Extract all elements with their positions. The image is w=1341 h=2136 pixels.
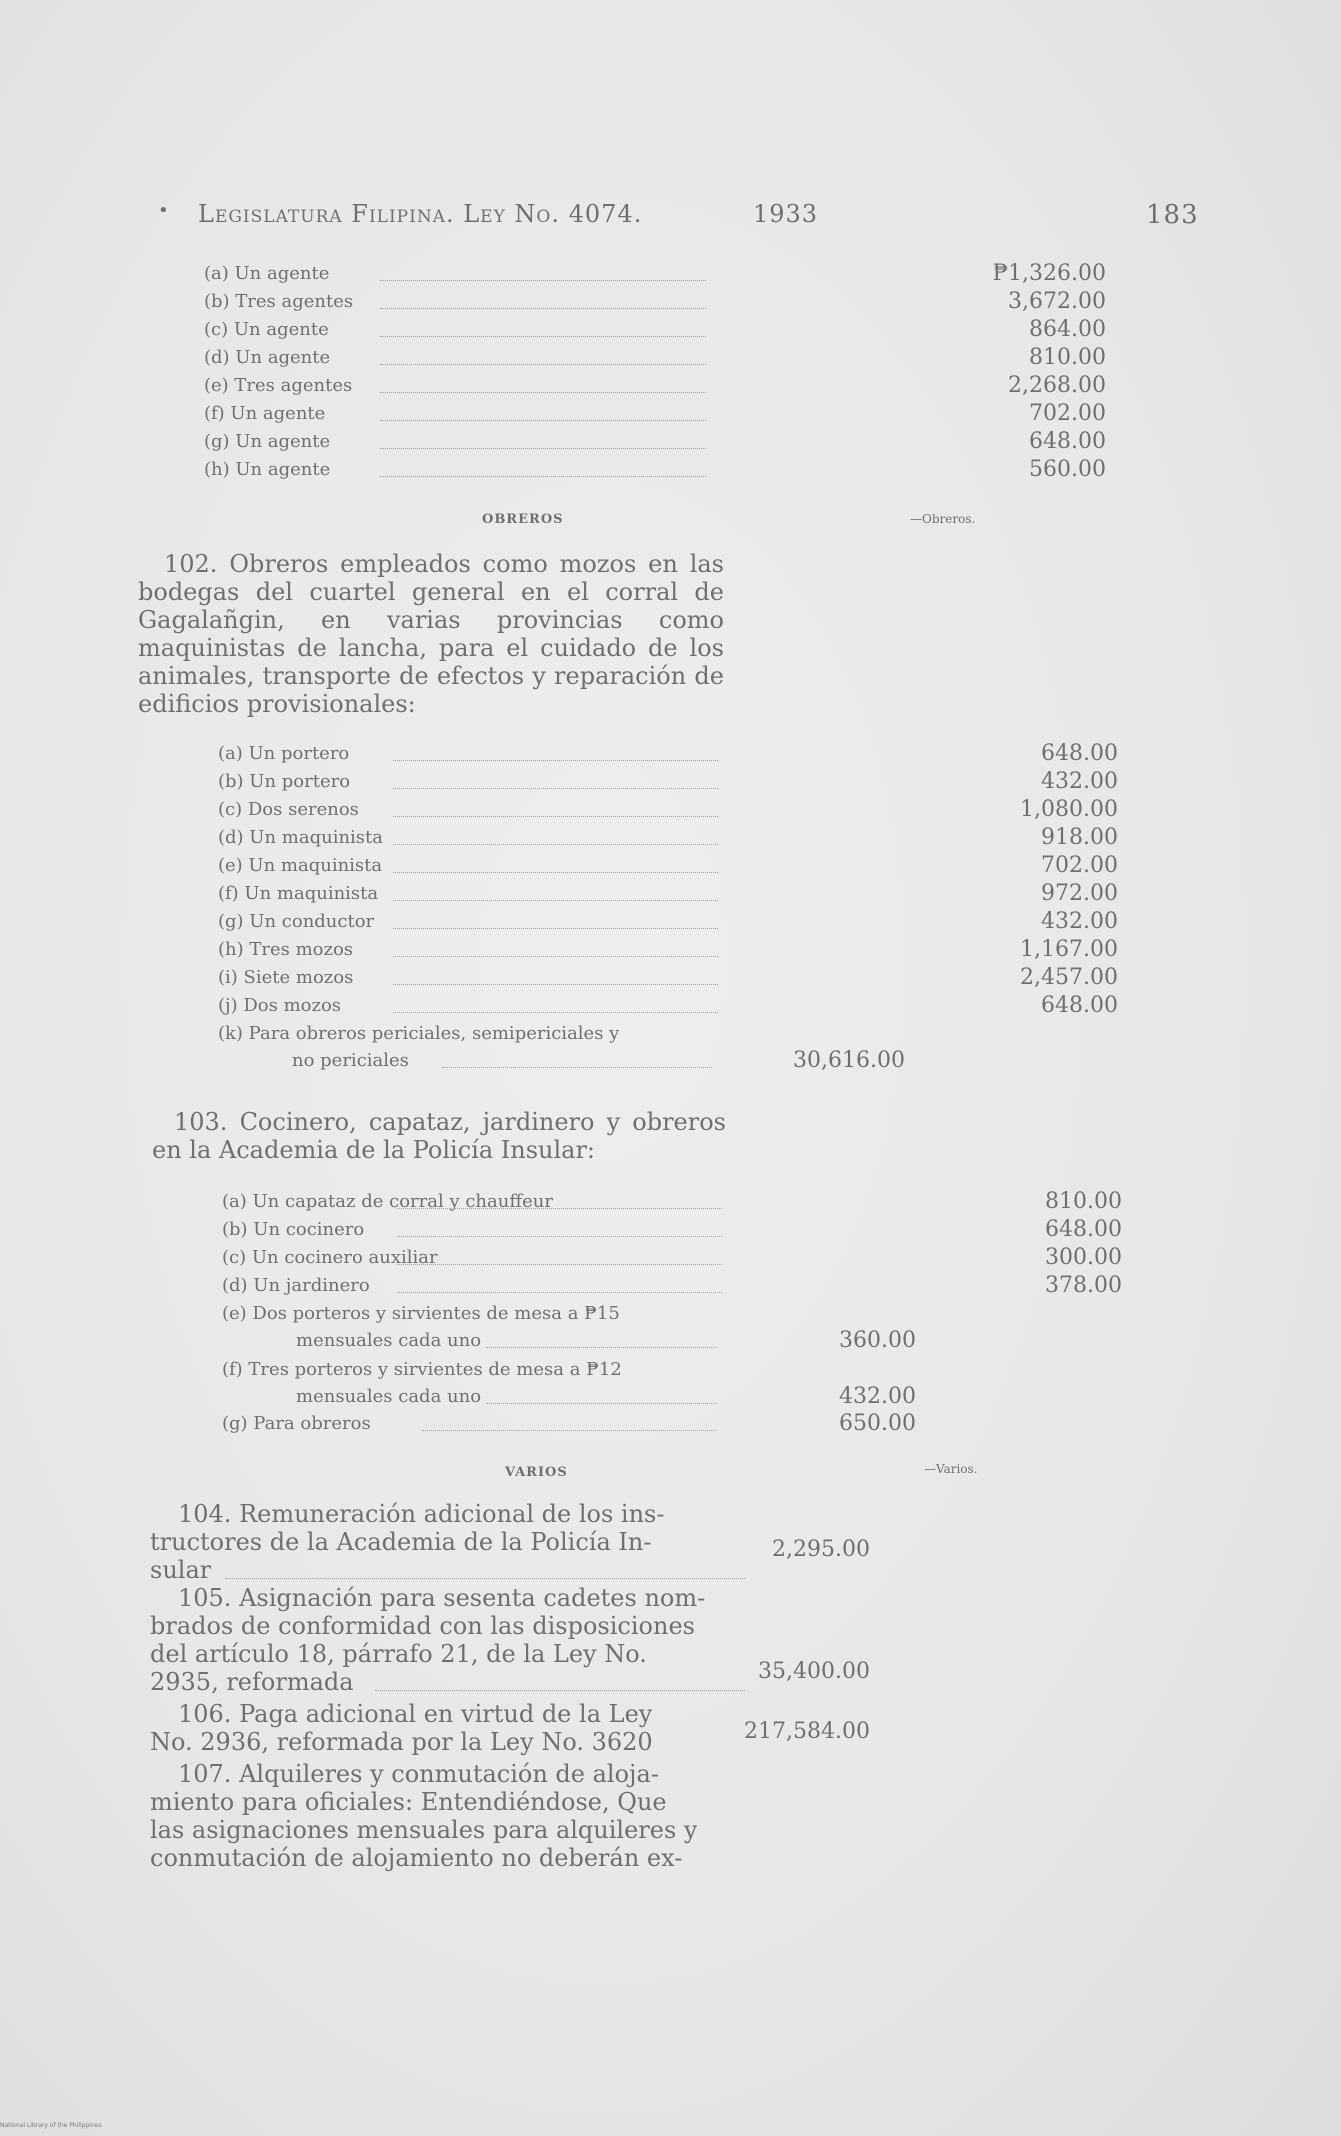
obreros-item-row bbox=[218, 908, 1118, 936]
header-title: Legislatura Filipina. Ley No. 4074. bbox=[198, 200, 643, 228]
leader-dots bbox=[393, 816, 718, 817]
leader-dots bbox=[380, 308, 706, 309]
academia-item-label: (b) Un cocinero bbox=[222, 1219, 365, 1240]
leader-dots bbox=[393, 928, 718, 929]
agent-item-label: (c) Un agente bbox=[204, 319, 329, 340]
obreros-item-k-label1: (k) Para obreros periciales, semipericiales y bbox=[218, 1023, 620, 1044]
leader-dots bbox=[380, 364, 706, 365]
academia-item-amount: 300.00 bbox=[1045, 1245, 1122, 1270]
academia-item-label: (a) Un capataz de corral y chauffeur bbox=[222, 1191, 553, 1212]
academia-item-f-amount: 432.00 bbox=[839, 1384, 916, 1409]
agent-item-row bbox=[204, 456, 1106, 484]
paragraph-107-line2 bbox=[150, 1788, 740, 1818]
leader-dots bbox=[397, 1264, 722, 1265]
academia-item-amount: 648.00 bbox=[1045, 1217, 1122, 1242]
obreros-item-row bbox=[218, 768, 1118, 796]
obreros-item-label: (c) Dos serenos bbox=[218, 799, 359, 820]
p105-amount: 35,400.00 bbox=[758, 1659, 870, 1684]
agent-item-amount: 2,268.00 bbox=[1008, 373, 1106, 398]
paragraph-106-line1 bbox=[178, 1700, 738, 1730]
p107-line3-text: las asignaciones mensuales para alquileres y bbox=[150, 1816, 698, 1844]
obreros-item-label: (b) Un portero bbox=[218, 771, 351, 792]
academia-item-g bbox=[222, 1410, 922, 1438]
p104-amount: 2,295.00 bbox=[772, 1537, 870, 1562]
obreros-item-amount: 918.00 bbox=[1041, 825, 1118, 850]
agent-item-row bbox=[204, 316, 1106, 344]
paragraph-107-line3 bbox=[150, 1816, 740, 1846]
varios-heading: VARIOS bbox=[505, 1465, 568, 1480]
obreros-item-row bbox=[218, 880, 1118, 908]
agent-item-label: (a) Un agente bbox=[204, 263, 330, 284]
obreros-item-label: (e) Un maquinista bbox=[218, 855, 383, 876]
agent-item-row bbox=[204, 344, 1106, 372]
agent-item-label: (h) Un agente bbox=[204, 459, 331, 480]
academia-item-e-amount: 360.00 bbox=[839, 1328, 916, 1353]
obreros-item-k-label2: no periciales bbox=[292, 1050, 409, 1071]
paragraph-102-text: 102. Obreros empleados como mozos en las bodegas del cuartel general en el corral de Gagalañgin, en varias provincias como maquinistas de lancha, para el cuidado de los animales, transporte de efectos y reparación de edificios provisionales: bbox=[138, 550, 724, 718]
agent-item-row bbox=[204, 372, 1106, 400]
varios-margin-note: —Varios. bbox=[924, 1462, 978, 1476]
obreros-item-amount: 1,167.00 bbox=[1020, 937, 1118, 962]
academia-item-f-line2 bbox=[296, 1383, 926, 1411]
obreros-item-amount: 702.00 bbox=[1041, 853, 1118, 878]
obreros-item-row bbox=[218, 740, 1118, 768]
header-mark: • bbox=[158, 200, 170, 221]
p107-line4-text: conmutación de alojamiento no deberán ex- bbox=[150, 1844, 683, 1872]
paragraph-105-line1 bbox=[178, 1584, 738, 1614]
obreros-item-row bbox=[218, 796, 1118, 824]
obreros-item-row bbox=[218, 964, 1118, 992]
leader-dots bbox=[380, 448, 706, 449]
agent-item-amount: ₱1,326.00 bbox=[992, 261, 1106, 286]
obreros-item-k-line2 bbox=[292, 1047, 922, 1075]
academia-item-row bbox=[222, 1244, 1122, 1272]
leader-dots bbox=[393, 760, 718, 761]
leader-dots bbox=[380, 420, 706, 421]
p105-line1-text: 105. Asignación para sesenta cadetes nom- bbox=[178, 1584, 706, 1612]
leader-dots bbox=[393, 872, 718, 873]
p107-line1-text: 107. Alquileres y conmutación de aloja- bbox=[178, 1760, 659, 1788]
page-number: 183 bbox=[1146, 200, 1199, 230]
p105-line4-text: 2935, reformada bbox=[150, 1668, 354, 1696]
p105-line3-text: del artículo 18, párrafo 21, de la Ley No. bbox=[150, 1640, 647, 1668]
paragraph-105-line4 bbox=[150, 1659, 930, 1698]
p106-line2-text: No. 2936, reformada por la Ley No. 3620 bbox=[150, 1728, 653, 1756]
academia-item-amount: 378.00 bbox=[1045, 1273, 1122, 1298]
obreros-item-amount: 1,080.00 bbox=[1020, 797, 1118, 822]
agent-item-label: (b) Tres agentes bbox=[204, 291, 354, 312]
agent-item-amount: 3,672.00 bbox=[1008, 289, 1106, 314]
leader-dots bbox=[397, 1236, 722, 1237]
obreros-item-amount: 432.00 bbox=[1041, 909, 1118, 934]
leader-dots bbox=[486, 1403, 716, 1404]
p105-line2-text: brados de conformidad con las disposiciones bbox=[150, 1612, 695, 1640]
obreros-margin-note: —Obreros. bbox=[910, 512, 976, 526]
p106-amount: 217,584.00 bbox=[744, 1719, 870, 1744]
paragraph-103 bbox=[152, 1108, 726, 1164]
p107-line2-text: miento para oficiales: Entendiéndose, Que bbox=[150, 1788, 667, 1816]
obreros-item-row bbox=[218, 824, 1118, 852]
agent-item-row bbox=[204, 288, 1106, 316]
obreros-item-row bbox=[218, 852, 1118, 880]
leader-dots bbox=[380, 392, 706, 393]
paragraph-102 bbox=[138, 550, 724, 718]
academia-item-g-label: (g) Para obreros bbox=[222, 1413, 371, 1434]
leader-dots bbox=[393, 788, 718, 789]
obreros-item-label: (f) Un maquinista bbox=[218, 883, 379, 904]
academia-item-f-label2: mensuales cada uno bbox=[296, 1386, 482, 1407]
paragraph-103-text: 103. Cocinero, capataz, jardinero y obreros en la Academia de la Policía Insular: bbox=[152, 1108, 726, 1164]
obreros-item-label: (g) Un conductor bbox=[218, 911, 375, 932]
obreros-item-amount: 648.00 bbox=[1041, 741, 1118, 766]
leader-dots bbox=[397, 1208, 722, 1209]
academia-item-e-line1 bbox=[222, 1300, 922, 1328]
leader-dots bbox=[393, 844, 718, 845]
academia-item-row bbox=[222, 1188, 1122, 1216]
academia-item-f-label1: (f) Tres porteros y sirvientes de mesa a ₱12 bbox=[222, 1359, 622, 1380]
obreros-item-label: (d) Un maquinista bbox=[218, 827, 383, 848]
leader-dots bbox=[486, 1347, 716, 1348]
agent-item-label: (e) Tres agentes bbox=[204, 375, 353, 396]
leader-dots bbox=[442, 1067, 712, 1068]
obreros-item-row bbox=[218, 936, 1118, 964]
academia-item-e-label2: mensuales cada uno bbox=[296, 1330, 482, 1351]
academia-item-row bbox=[222, 1272, 1122, 1300]
academia-item-label: (c) Un cocinero auxiliar bbox=[222, 1247, 438, 1268]
academia-item-amount: 810.00 bbox=[1045, 1189, 1122, 1214]
obreros-item-label: (h) Tres mozos bbox=[218, 939, 354, 960]
agent-item-row bbox=[204, 260, 1106, 288]
leader-dots bbox=[393, 956, 718, 957]
obreros-heading: OBREROS bbox=[482, 512, 564, 527]
leader-dots bbox=[397, 1292, 722, 1293]
agent-item-amount: 648.00 bbox=[1029, 429, 1106, 454]
obreros-item-amount: 648.00 bbox=[1041, 993, 1118, 1018]
obreros-item-amount: 432.00 bbox=[1041, 769, 1118, 794]
obreros-item-amount: 2,457.00 bbox=[1020, 965, 1118, 990]
leader-dots bbox=[375, 1690, 745, 1691]
paragraph-107-line1 bbox=[178, 1760, 738, 1790]
obreros-item-k-amount: 30,616.00 bbox=[793, 1048, 905, 1073]
agent-item-label: (d) Un agente bbox=[204, 347, 331, 368]
scan-footer-note: National Library of the Philippines bbox=[0, 2122, 102, 2129]
obreros-item-amount: 972.00 bbox=[1041, 881, 1118, 906]
agent-item-amount: 702.00 bbox=[1029, 401, 1106, 426]
leader-dots bbox=[393, 900, 718, 901]
leader-dots bbox=[422, 1430, 716, 1431]
agent-item-amount: 560.00 bbox=[1029, 457, 1106, 482]
p104-line2-text: tructores de la Academia de la Policía In- bbox=[150, 1528, 652, 1556]
obreros-item-label: (i) Siete mozos bbox=[218, 967, 354, 988]
academia-item-f-line1 bbox=[222, 1356, 922, 1384]
obreros-item-k-line1 bbox=[218, 1020, 918, 1048]
obreros-item-row bbox=[218, 992, 1118, 1020]
p104-line1-text: 104. Remuneración adicional de los ins- bbox=[178, 1500, 665, 1528]
leader-dots bbox=[225, 1578, 745, 1579]
agent-item-amount: 810.00 bbox=[1029, 345, 1106, 370]
academia-item-g-amount: 650.00 bbox=[839, 1411, 916, 1436]
paragraph-104-line1 bbox=[178, 1500, 738, 1530]
running-header bbox=[158, 200, 1208, 240]
header-year: 1933 bbox=[753, 200, 819, 228]
academia-item-row bbox=[222, 1216, 1122, 1244]
academia-item-label: (d) Un jardinero bbox=[222, 1275, 370, 1296]
p106-line1-text: 106. Paga adicional en virtud de la Ley bbox=[178, 1700, 653, 1728]
academia-item-e-label1: (e) Dos porteros y sirvientes de mesa a ₱15 bbox=[222, 1303, 620, 1324]
agent-item-row bbox=[204, 400, 1106, 428]
leader-dots bbox=[380, 336, 706, 337]
agent-item-label: (g) Un agente bbox=[204, 431, 331, 452]
paragraph-105-line3 bbox=[150, 1640, 740, 1670]
paragraph-106-line2 bbox=[150, 1719, 930, 1758]
leader-dots bbox=[393, 1012, 718, 1013]
paragraph-105-line2 bbox=[150, 1612, 740, 1642]
p104-line3-text: sular bbox=[150, 1556, 212, 1584]
agent-item-amount: 864.00 bbox=[1029, 317, 1106, 342]
paragraph-104-line2 bbox=[150, 1528, 740, 1558]
leader-dots bbox=[393, 984, 718, 985]
obreros-item-label: (a) Un portero bbox=[218, 743, 350, 764]
academia-item-e-line2 bbox=[296, 1327, 926, 1355]
leader-dots bbox=[380, 280, 706, 281]
paragraph-107-line4 bbox=[150, 1844, 740, 1874]
agent-item-row bbox=[204, 428, 1106, 456]
agent-item-label: (f) Un agente bbox=[204, 403, 326, 424]
leader-dots bbox=[380, 476, 706, 477]
obreros-item-label: (j) Dos mozos bbox=[218, 995, 342, 1016]
